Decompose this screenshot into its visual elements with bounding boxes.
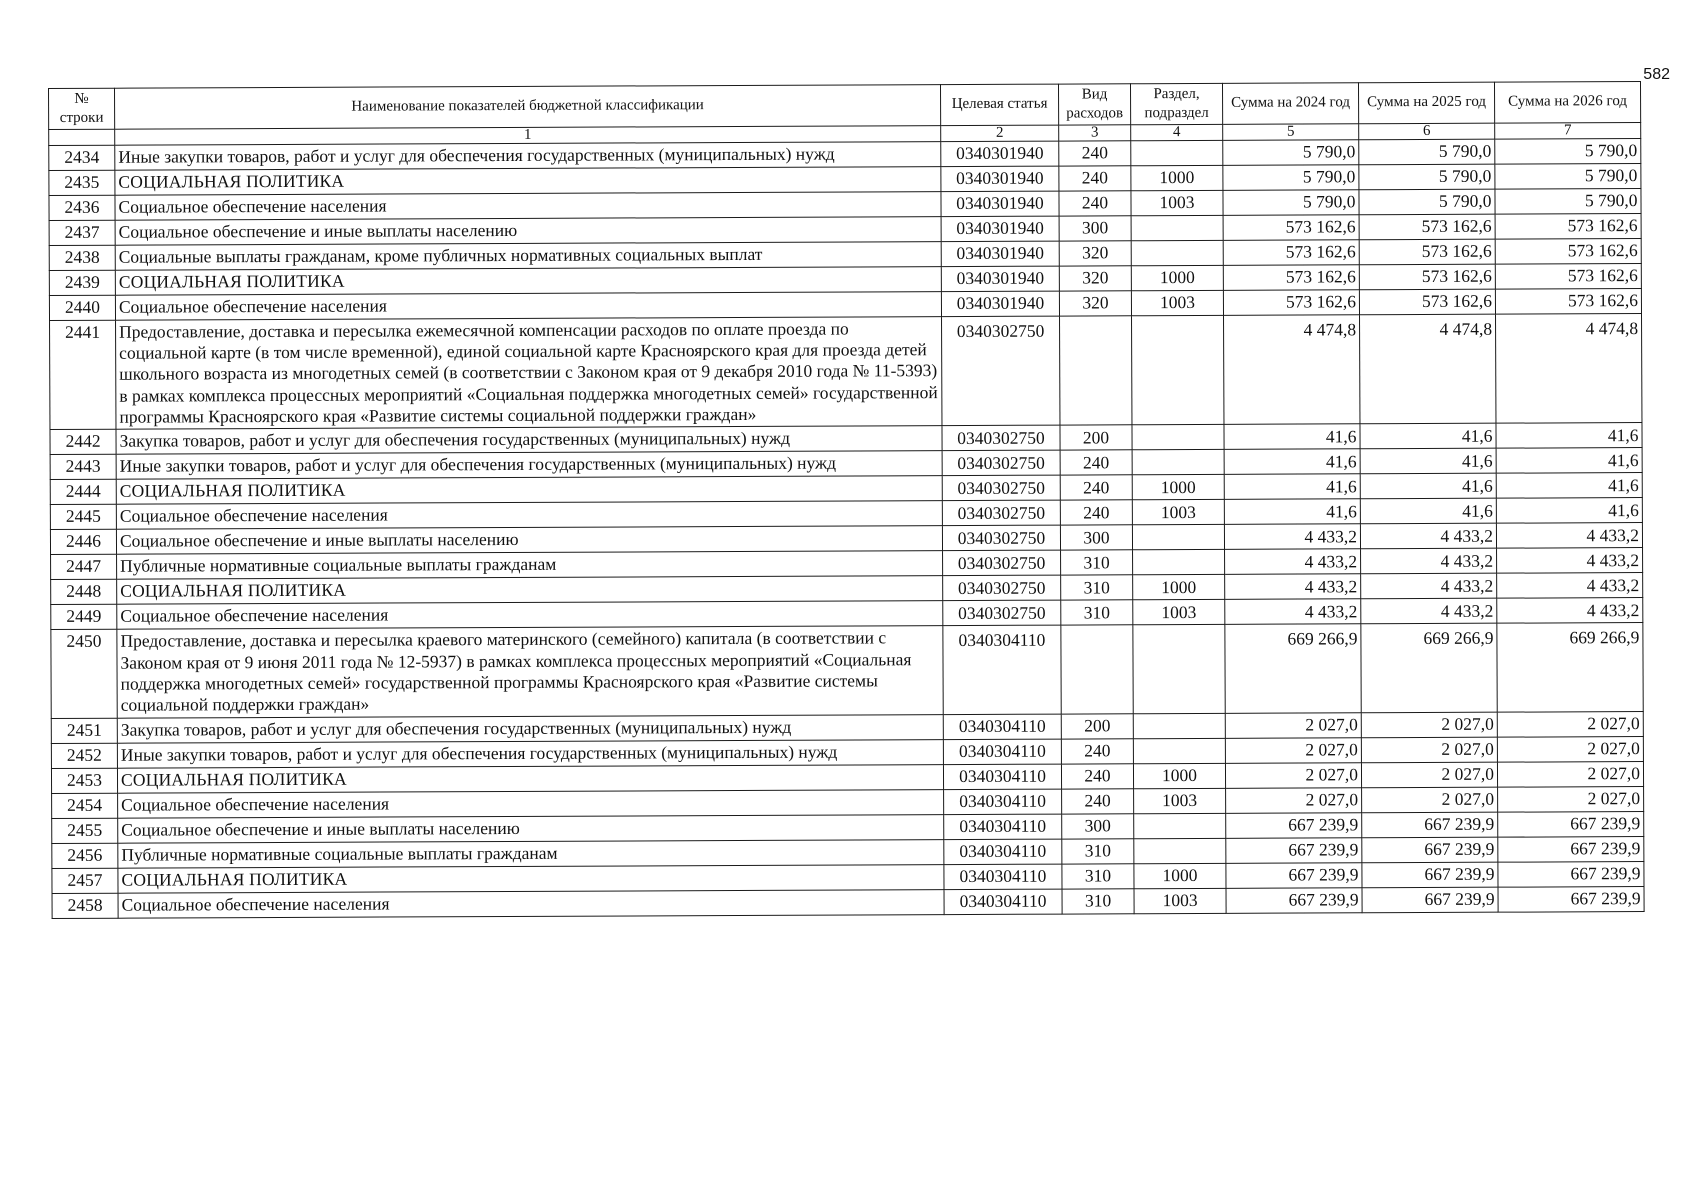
sum-2026-cell: 2 027,0 <box>1497 711 1643 737</box>
row-number-cell: 2456 <box>52 843 118 868</box>
target-article-cell: 0340304110 <box>944 864 1062 890</box>
section-cell <box>1133 550 1225 575</box>
sum-2024-cell: 667 239,9 <box>1226 862 1362 888</box>
target-article-cell: 0340304110 <box>944 839 1062 865</box>
row-number-cell: 2436 <box>49 195 115 220</box>
target-article-cell: 0340302750 <box>942 525 1060 551</box>
sum-2025-cell: 667 239,9 <box>1362 887 1498 913</box>
expense-type-cell: 300 <box>1059 215 1131 240</box>
sum-2025-cell: 573 162,6 <box>1359 289 1495 315</box>
expense-type-cell: 310 <box>1061 575 1133 600</box>
column-number-blank <box>49 129 115 145</box>
header-expense-type: Вид расходов <box>1058 84 1130 125</box>
target-article-cell: 0340301940 <box>941 166 1059 192</box>
sum-2026-cell: 41,6 <box>1496 498 1642 524</box>
target-article-cell: 0340301940 <box>941 141 1059 167</box>
sum-2024-cell: 2 027,0 <box>1225 712 1361 738</box>
indicator-name-cell: Предоставление, доставка и пересылка краевого материнского (семейного) капитала (в соответствии с Законом края от 9 июня 2011 года № 12-5937) в рамках комплекса процессных мероприятий «Социальная поддержка многодетных семей» государственной программы Красноярского края «Развитие системы социальной поддержки граждан» <box>117 626 943 718</box>
indicator-name-cell: Социальное обеспечение населения <box>118 789 944 818</box>
column-number: 3 <box>1059 124 1131 140</box>
indicator-name-cell: СОЦИАЛЬНАЯ ПОЛИТИКА <box>117 764 943 793</box>
sum-2024-cell: 4 433,2 <box>1225 599 1361 625</box>
row-number-cell: 2440 <box>49 295 115 320</box>
sum-2024-cell: 4 474,8 <box>1224 314 1360 424</box>
row-number-cell: 2453 <box>51 768 117 793</box>
row-number-cell: 2449 <box>51 604 117 629</box>
target-article-cell: 0340302750 <box>943 600 1061 626</box>
expense-type-cell: 240 <box>1061 763 1133 788</box>
sum-2026-cell: 667 239,9 <box>1498 811 1644 837</box>
header-section: Раздел, подраздел <box>1130 83 1222 124</box>
row-number-cell: 2434 <box>49 145 115 170</box>
indicator-name-cell: СОЦИАЛЬНАЯ ПОЛИТИКА <box>115 266 941 295</box>
expense-type-cell: 320 <box>1059 290 1131 315</box>
section-cell: 1003 <box>1134 788 1226 813</box>
column-number: 4 <box>1131 124 1223 140</box>
sum-2025-cell: 573 162,6 <box>1359 239 1495 265</box>
indicator-name-cell: Социальное обеспечение населения <box>118 889 944 918</box>
sum-2025-cell: 669 266,9 <box>1361 623 1497 712</box>
header-sum-2024: Сумма на 2024 год <box>1222 83 1358 124</box>
sum-2024-cell: 667 239,9 <box>1226 812 1362 838</box>
sum-2026-cell: 5 790,0 <box>1495 188 1641 214</box>
target-article-cell: 0340301940 <box>941 216 1059 242</box>
column-number: 6 <box>1359 123 1495 140</box>
indicator-name-cell: Социальное обеспечение и иные выплаты населению <box>115 216 941 245</box>
section-cell: 1000 <box>1132 475 1224 500</box>
sum-2025-cell: 5 790,0 <box>1359 189 1495 215</box>
row-number-cell: 2455 <box>52 818 118 843</box>
indicator-name-cell: Публичные нормативные социальные выплаты гражданам <box>118 839 944 868</box>
indicator-name-cell: Закупка товаров, работ и услуг для обеспечения государственных (муниципальных) нужд <box>117 714 943 743</box>
target-article-cell: 0340304110 <box>944 889 1062 915</box>
expense-type-cell <box>1060 315 1132 425</box>
indicator-name-cell: Иные закупки товаров, работ и услуг для обеспечения государственных (муниципальных) нужд <box>117 739 943 768</box>
column-number: 5 <box>1223 123 1359 140</box>
sum-2025-cell: 2 027,0 <box>1361 737 1497 763</box>
section-cell: 1000 <box>1131 165 1223 190</box>
column-number: 1 <box>115 125 941 145</box>
table-row <box>50 313 1642 430</box>
column-number: 2 <box>941 125 1059 142</box>
section-cell: 1000 <box>1133 763 1225 788</box>
indicator-name-cell: Социальное обеспечение населения <box>117 601 943 630</box>
header-sum-2026: Сумма на 2026 год <box>1494 82 1640 123</box>
row-number-cell: 2445 <box>50 504 116 529</box>
section-cell <box>1132 525 1224 550</box>
section-cell: 1000 <box>1131 265 1223 290</box>
sum-2025-cell: 5 790,0 <box>1359 139 1495 165</box>
expense-type-cell: 310 <box>1062 863 1134 888</box>
sum-2025-cell: 4 474,8 <box>1359 314 1495 424</box>
sum-2026-cell: 5 790,0 <box>1495 138 1641 164</box>
section-cell: 1003 <box>1133 600 1225 625</box>
section-cell: 1003 <box>1131 290 1223 315</box>
sum-2024-cell: 4 433,2 <box>1225 574 1361 600</box>
row-number-cell: 2458 <box>52 893 118 918</box>
expense-type-cell: 200 <box>1060 425 1132 450</box>
sum-2024-cell: 667 239,9 <box>1226 887 1362 913</box>
indicator-name-cell: Закупка товаров, работ и услуг для обеспечения государственных (муниципальных) нужд <box>116 426 942 455</box>
row-number-cell: 2450 <box>51 629 117 718</box>
target-article-cell: 0340304110 <box>943 739 1061 765</box>
row-number-cell: 2438 <box>49 245 115 270</box>
row-number-cell: 2448 <box>51 579 117 604</box>
expense-type-cell: 240 <box>1060 450 1132 475</box>
expense-type-cell: 240 <box>1060 500 1132 525</box>
indicator-name-cell: Публичные нормативные социальные выплаты гражданам <box>117 551 943 580</box>
row-number-cell: 2447 <box>51 554 117 579</box>
indicator-name-cell: Социальное обеспечение населения <box>115 291 941 320</box>
target-article-cell: 0340301940 <box>941 266 1059 292</box>
section-cell <box>1134 813 1226 838</box>
header-sum-2025: Сумма на 2025 год <box>1358 82 1494 123</box>
section-cell: 1003 <box>1131 190 1223 215</box>
row-number-cell: 2457 <box>52 868 118 893</box>
indicator-name-cell: Социальное обеспечение и иные выплаты населению <box>118 814 944 843</box>
row-number-cell: 2443 <box>50 454 116 479</box>
row-number-cell: 2437 <box>49 220 115 245</box>
expense-type-cell <box>1061 625 1133 714</box>
sum-2025-cell: 41,6 <box>1360 498 1496 524</box>
section-cell <box>1131 215 1223 240</box>
expense-type-cell: 300 <box>1062 813 1134 838</box>
sum-2024-cell: 5 790,0 <box>1223 139 1359 165</box>
sum-2024-cell: 5 790,0 <box>1223 189 1359 215</box>
sum-2024-cell: 669 266,9 <box>1225 624 1361 713</box>
sum-2025-cell: 667 239,9 <box>1362 862 1498 888</box>
sum-2024-cell: 41,6 <box>1224 499 1360 525</box>
expense-type-cell: 240 <box>1062 788 1134 813</box>
sum-2026-cell: 41,6 <box>1496 448 1642 474</box>
section-cell <box>1134 838 1226 863</box>
target-article-cell: 0340301940 <box>941 191 1059 217</box>
sum-2024-cell: 4 433,2 <box>1225 549 1361 575</box>
header-row-number: № строки <box>49 88 115 129</box>
expense-type-cell: 310 <box>1062 838 1134 863</box>
row-number-cell: 2454 <box>52 793 118 818</box>
sum-2025-cell: 4 433,2 <box>1361 548 1497 574</box>
expense-type-cell: 300 <box>1060 525 1132 550</box>
expense-type-cell: 240 <box>1061 738 1133 763</box>
expense-type-cell: 320 <box>1059 265 1131 290</box>
indicator-name-cell: Социальное обеспечение и иные выплаты населению <box>116 526 942 555</box>
sum-2026-cell: 4 433,2 <box>1496 523 1642 549</box>
sum-2025-cell: 573 162,6 <box>1359 214 1495 240</box>
indicator-name-cell: СОЦИАЛЬНАЯ ПОЛИТИКА <box>118 864 944 893</box>
indicator-name-cell: Социальное обеспечение населения <box>115 191 941 220</box>
row-number-cell: 2446 <box>50 529 116 554</box>
sum-2026-cell: 41,6 <box>1496 473 1642 499</box>
table-row <box>51 623 1643 718</box>
section-cell: 1003 <box>1134 888 1226 913</box>
indicator-name-cell: СОЦИАЛЬНАЯ ПОЛИТИКА <box>116 476 942 505</box>
row-number-cell: 2441 <box>50 320 116 430</box>
expense-type-cell: 240 <box>1059 190 1131 215</box>
sum-2024-cell: 573 162,6 <box>1223 239 1359 265</box>
sum-2026-cell: 573 162,6 <box>1495 288 1641 314</box>
sum-2024-cell: 2 027,0 <box>1225 737 1361 763</box>
target-article-cell: 0340304110 <box>943 764 1061 790</box>
target-article-cell: 0340302750 <box>942 475 1060 501</box>
indicator-name-cell: Социальное обеспечение населения <box>116 501 942 530</box>
sum-2024-cell: 2 027,0 <box>1225 762 1361 788</box>
sum-2024-cell: 4 433,2 <box>1224 524 1360 550</box>
column-number: 7 <box>1495 122 1641 139</box>
sum-2025-cell: 41,6 <box>1360 448 1496 474</box>
sum-2025-cell: 573 162,6 <box>1359 264 1495 290</box>
section-cell: 1003 <box>1132 500 1224 525</box>
sum-2024-cell: 41,6 <box>1224 449 1360 475</box>
sum-2024-cell: 667 239,9 <box>1226 837 1362 863</box>
section-cell: 1000 <box>1133 575 1225 600</box>
expense-type-cell: 240 <box>1059 140 1131 165</box>
expense-type-cell: 310 <box>1062 888 1134 913</box>
sum-2026-cell: 669 266,9 <box>1497 623 1643 712</box>
header-indicator-name: Наименование показателей бюджетной классификации <box>115 85 941 129</box>
sum-2024-cell: 2 027,0 <box>1226 787 1362 813</box>
expense-type-cell: 200 <box>1061 713 1133 738</box>
sum-2026-cell: 667 239,9 <box>1498 886 1644 912</box>
row-number-cell: 2444 <box>50 479 116 504</box>
page-number: 582 <box>1643 66 1670 83</box>
row-number-cell: 2435 <box>49 170 115 195</box>
sum-2024-cell: 573 162,6 <box>1223 214 1359 240</box>
expense-type-cell: 310 <box>1061 600 1133 625</box>
expense-type-cell: 240 <box>1060 475 1132 500</box>
document-page <box>48 81 1644 919</box>
sum-2025-cell: 4 433,2 <box>1361 573 1497 599</box>
sum-2026-cell: 667 239,9 <box>1498 861 1644 887</box>
row-number-cell: 2439 <box>49 270 115 295</box>
target-article-cell: 0340302750 <box>942 316 1060 426</box>
target-article-cell: 0340302750 <box>942 450 1060 476</box>
target-article-cell: 0340302750 <box>943 575 1061 601</box>
row-number-cell: 2452 <box>51 743 117 768</box>
section-cell <box>1133 738 1225 763</box>
sum-2024-cell: 573 162,6 <box>1223 264 1359 290</box>
sum-2024-cell: 5 790,0 <box>1223 164 1359 190</box>
expense-type-cell: 320 <box>1059 240 1131 265</box>
sum-2026-cell: 4 433,2 <box>1497 548 1643 574</box>
sum-2026-cell: 573 162,6 <box>1495 263 1641 289</box>
target-article-cell: 0340304110 <box>944 789 1062 815</box>
target-article-cell: 0340302750 <box>942 500 1060 526</box>
sum-2026-cell: 4 433,2 <box>1497 598 1643 624</box>
sum-2026-cell: 2 027,0 <box>1497 761 1643 787</box>
target-article-cell: 0340304110 <box>943 625 1061 714</box>
target-article-cell: 0340301940 <box>941 291 1059 317</box>
sum-2024-cell: 573 162,6 <box>1223 289 1359 315</box>
sum-2025-cell: 2 027,0 <box>1361 712 1497 738</box>
sum-2025-cell: 5 790,0 <box>1359 164 1495 190</box>
table-body <box>49 138 1644 918</box>
target-article-cell: 0340304110 <box>943 714 1061 740</box>
header-target-article: Целевая статья <box>940 84 1058 125</box>
sum-2024-cell: 41,6 <box>1224 474 1360 500</box>
sum-2026-cell: 5 790,0 <box>1495 163 1641 189</box>
sum-2026-cell: 4 433,2 <box>1497 573 1643 599</box>
sum-2026-cell: 573 162,6 <box>1495 238 1641 264</box>
section-cell: 1000 <box>1134 863 1226 888</box>
target-article-cell: 0340301940 <box>941 241 1059 267</box>
indicator-name-cell: Предоставление, доставка и пересылка ежемесячной компенсации расходов по оплате проезда по социальной карте (в том числе временной), единой социальной карте Красноярского края для проезда детей школьного возраста из многодетных семей (в соответствии с Законом края от 9 декабря 2010 года № 11-5393) в рамках комплекса процессных мероприятий «Социальная поддержка многодетных семей» государственной программы Красноярского края «Развитие системы социальной поддержки граждан» <box>116 316 942 429</box>
row-number-cell: 2451 <box>51 718 117 743</box>
target-article-cell: 0340302750 <box>942 425 1060 451</box>
sum-2026-cell: 2 027,0 <box>1497 736 1643 762</box>
sum-2025-cell: 4 433,2 <box>1361 598 1497 624</box>
expense-type-cell: 310 <box>1061 550 1133 575</box>
sum-2025-cell: 2 027,0 <box>1361 762 1497 788</box>
sum-2026-cell: 4 474,8 <box>1495 313 1641 423</box>
section-cell <box>1131 140 1223 165</box>
sum-2026-cell: 667 239,9 <box>1498 836 1644 862</box>
indicator-name-cell: СОЦИАЛЬНАЯ ПОЛИТИКА <box>117 576 943 605</box>
budget-table <box>48 81 1645 919</box>
section-cell <box>1131 240 1223 265</box>
section-cell <box>1133 713 1225 738</box>
table-header-row <box>49 82 1641 129</box>
sum-2025-cell: 667 239,9 <box>1362 837 1498 863</box>
indicator-name-cell: Социальные выплаты гражданам, кроме публичных нормативных социальных выплат <box>115 241 941 270</box>
section-cell <box>1133 625 1225 714</box>
sum-2025-cell: 667 239,9 <box>1362 812 1498 838</box>
sum-2025-cell: 4 433,2 <box>1360 523 1496 549</box>
sum-2026-cell: 2 027,0 <box>1498 786 1644 812</box>
indicator-name-cell: СОЦИАЛЬНАЯ ПОЛИТИКА <box>115 166 941 195</box>
section-cell <box>1132 450 1224 475</box>
sum-2024-cell: 41,6 <box>1224 424 1360 450</box>
section-cell <box>1132 315 1224 425</box>
target-article-cell: 0340304110 <box>944 814 1062 840</box>
sum-2026-cell: 41,6 <box>1496 423 1642 449</box>
indicator-name-cell: Иные закупки товаров, работ и услуг для обеспечения государственных (муниципальных) нужд <box>116 451 942 480</box>
indicator-name-cell: Иные закупки товаров, работ и услуг для обеспечения государственных (муниципальных) нужд <box>115 141 941 170</box>
sum-2025-cell: 41,6 <box>1360 423 1496 449</box>
sum-2025-cell: 41,6 <box>1360 473 1496 499</box>
expense-type-cell: 240 <box>1059 165 1131 190</box>
row-number-cell: 2442 <box>50 429 116 454</box>
section-cell <box>1132 425 1224 450</box>
target-article-cell: 0340302750 <box>943 550 1061 576</box>
sum-2025-cell: 2 027,0 <box>1362 787 1498 813</box>
sum-2026-cell: 573 162,6 <box>1495 213 1641 239</box>
